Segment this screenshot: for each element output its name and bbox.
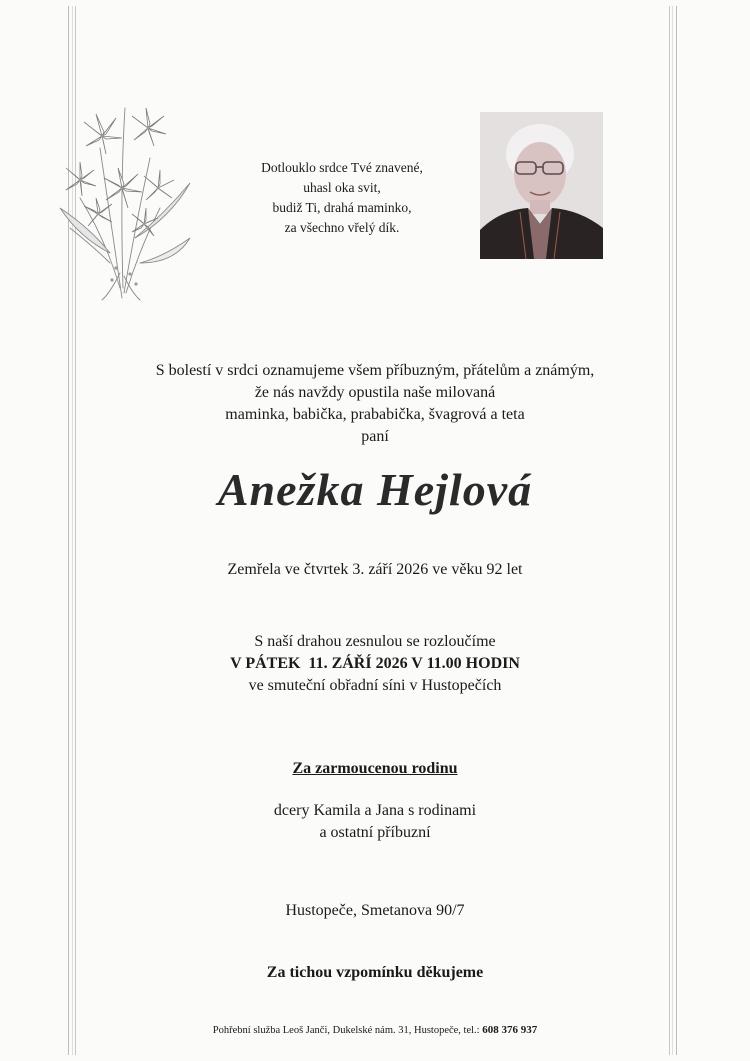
funeral-service-footer (80, 1024, 670, 1036)
memorial-poem (222, 158, 462, 238)
deceased-name: Anežka Hejlová (217, 464, 533, 515)
announcement-intro (100, 360, 650, 448)
intro-line: S bolestí v srdci oznamujeme všem příbuzným, přátelům a známým, (155, 362, 595, 379)
funeral-details (100, 631, 650, 697)
portrait-photo (480, 112, 603, 259)
intro-line: maminka, babička, prababička, švagrová a teta (225, 406, 525, 423)
poem-line: Dotlouklo srdce Tvé znavené, (261, 160, 423, 175)
family-heading: Za zarmoucenou rodinu (292, 760, 458, 777)
footer-phone: 608 376 937 (482, 1024, 538, 1036)
border-line-right-2 (672, 6, 673, 1055)
death-notice: Zemřela ve čtvrtek 3. září 2026 ve věku 92 let (227, 561, 523, 578)
family-members (100, 800, 650, 844)
intro-line: že nás navždy opustila naše milovaná (254, 384, 496, 401)
poem-line: uhasl oka svit, (303, 180, 381, 195)
funeral-line: S naší drahou zesnulou se rozloučíme (254, 633, 496, 650)
family-line: dcery Kamila a Jana s rodinami (273, 802, 477, 819)
family-address: Hustopeče, Smetanova 90/7 (285, 902, 465, 919)
family-line: a ostatní příbuzní (319, 824, 431, 841)
intro-line: paní (361, 428, 389, 445)
lily-flowers-icon (40, 88, 200, 308)
border-line-right-1 (669, 6, 670, 1055)
poem-line: budiž Ti, drahá maminko, (272, 200, 412, 215)
thanks-line: Za tichou vzpomínku děkujeme (266, 964, 484, 981)
funeral-location: ve smuteční obřadní síni v Hustopečích (248, 677, 502, 694)
border-line-right-3 (676, 6, 677, 1055)
funeral-date-time: V PÁTEK 11. ZÁŘÍ 2026 V 11.00 HODIN (230, 655, 520, 672)
poem-line: za všechno vřelý dík. (284, 220, 400, 235)
footer-text: Pohřební služba Leoš Janči, Dukelské nám. 31, Hustopeče, tel.: (212, 1025, 483, 1036)
